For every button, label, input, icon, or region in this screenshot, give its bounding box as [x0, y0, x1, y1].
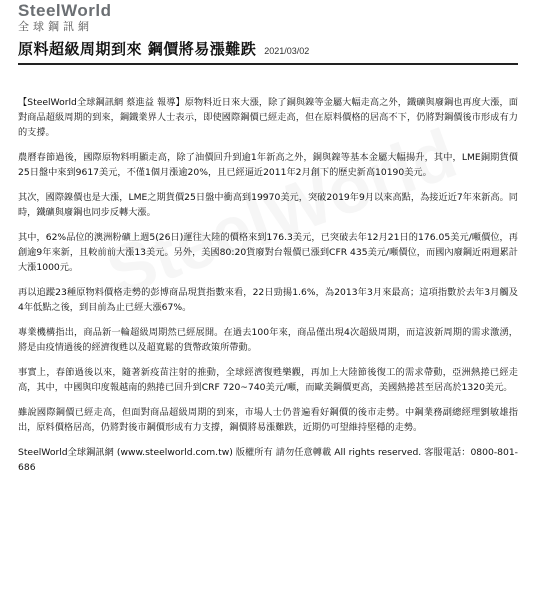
brand-subtitle: 全球鋼訊網: [18, 20, 93, 33]
paragraph: 再以追蹤23種原物料價格走勢的彭博商品現貨指數來看，22日勁揚1.6%，為2013年3月來最高；這項指數於去年3月觸及4年低點之後，到目前為止已經大漲67%。: [18, 287, 518, 313]
paragraph: 專業機構指出，商品新一輪超級周期然已經展開。在過去100年來，商品僅出現4次超級周期，而這波新周期的需求激湧，將是由疫情過後的經濟復甦以及超寬鬆的貨幣政策所帶動。: [18, 327, 518, 353]
headline-row: [18, 38, 518, 59]
paragraph: 雖說國際鋼價已經走高，但面對商品超級周期的到來，市場人士仍普遍看好鋼價的後市走勢。中鋼業務副總經理劉敏雄指出，原料價格居高，仍將對後市鋼價形成有力支撐，鋼價將易漲難跌，近期仍可望維持堅穩的走勢。: [18, 407, 518, 433]
paragraph: 事實上，春節過後以來，隨著新疫苗注射的推動，全球經濟復甦樂觀，再加上大陸節後復工的需求帶動，亞洲熱捲已經走高，其中，中國與印度報越南的熱捲已回升到CRF 720~740美元/噸，而歐美鋼價更高，美國熱捲甚至居高於1320美元。: [18, 367, 518, 393]
paragraph: 【SteelWorld全球鋼訊網 蔡進益 報導】原物料近日來大漲，除了銅與鎳等金屬大幅走高之外，鐵礦與廢鋼也再度大漲，面對商品超級周期的到來，鋼鐵業界人士表示，即使國際鋼價已經走高，但在原料價格的居高不下，仍將對鋼價後市形成有力的支撐。: [18, 97, 518, 138]
brand-name: SteelWorld: [18, 1, 112, 20]
header-divider: [18, 63, 518, 65]
paragraph: 農曆春節過後，國際原物料明顯走高，除了油價回升到逾1年新高之外，銅與鎳等基本金屬大幅揚升，其中，LME銅期貨價25日盤中來到9617美元，不僅1個月漲逾20%，且已經逼近2011年2月創下的歷史新高10190美元。: [18, 152, 518, 178]
paragraph: 其次，國際鎳價也是大漲，LME之期貨價25日盤中衝高到19970美元，突破2019年9月以來高點，為接近近7年來新高。同時，鐵礦與廢鋼也同步反轉大漲。: [18, 192, 518, 218]
paragraph: 其中，62%品位的澳洲粉礦上週5(26日)運往大陸的價格來到176.3美元，已突破去年12月21日的176.05美元/噸價位，再創逾9年來新，且較前前大漲13美元。另外，美國80:20貨廢對台報價已漲到CFR 435美元/噸價位，而國內廢鋼近兩週累計大漲1000元。: [18, 232, 518, 273]
article-date: 2021/03/02: [264, 46, 310, 56]
article-body: [18, 95, 518, 485]
page-header: [18, 2, 518, 34]
article-title: 原料超級周期到來 鋼價將易漲難跌: [18, 40, 257, 58]
copyright-footer: SteelWorld全球鋼訊網 (www.steelworld.com.tw) 版權所有 請勿任意轉載 All rights reserved. 客服電話：0800-801-686: [18, 447, 518, 473]
steelworld-logo: [18, 2, 518, 34]
